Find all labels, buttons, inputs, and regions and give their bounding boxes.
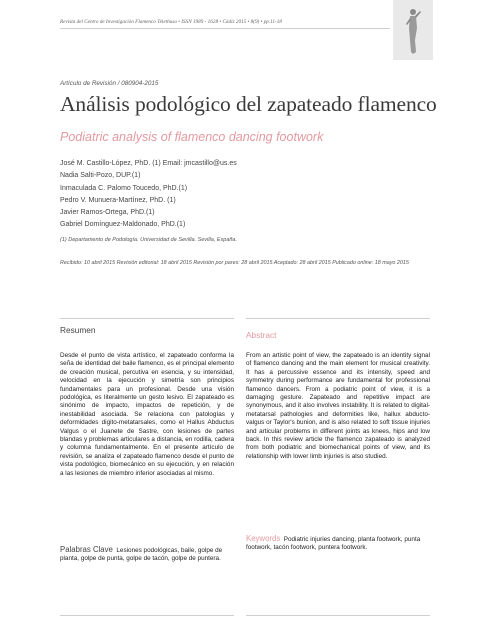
- abstract-body: From an artistic point of view, the zapateado is an identity signal of flamenco dancing and the main element for musical creativity. It has a percussive essence and its intensity, speed and symmetry during performance are fundamental for professional flamenco dancers. From a podiatric point of view, it is a damaging gesture. Zapateado and repetitive impact are synonymous, and it also involves instability. It is related to digital-metatarsal pathologies and deformities like, hallux abducto-valgus or Taylor's bunion, and is also related to soft tissue injuries and articular problems in different joints as knees, hips and low back. In this review article the flamenco zapateado is analyzed from both podiatric and biomechanical points of view, and its relationship with lower limb injuries is also studied.: [246, 352, 430, 460]
- article-type-label: Artículo de Revisión / 080904-2015: [60, 80, 159, 87]
- affiliation: (1) Departamento de Podología. Universidad de Sevilla. Sevilla, España.: [60, 237, 238, 243]
- journal-header: Revista del Centro de Investigación Flamenco Telethusa • ISSN 1989 - 1628 • Cádiz 2015 • 8(9) • pp.11-18: [60, 19, 282, 25]
- keywords-es-label: Palabras Clave: [60, 545, 113, 554]
- author-name: Gabriel Domínguez-Maldonado, PhD.(1): [60, 221, 186, 229]
- keywords-en: [246, 535, 430, 553]
- section-rule: [60, 318, 234, 319]
- article-subtitle: Podiatric analysis of flamenco dancing footwork: [60, 130, 324, 144]
- article-title: Análisis podológico del zapateado flamenco: [60, 92, 437, 116]
- author-name: Javier Ramos-Ortega, PhD.(1): [60, 209, 155, 217]
- journal-logo: [393, 0, 433, 60]
- author-name: Inmaculada C. Palomo Toucedo, PhD.(1): [60, 184, 188, 192]
- resumen-body: Desde el punto de vista artístico, el zapateado conforma la seña de identidad del baile flamenco, es el principal elemento de creación musical, percutiva en esencia, y su intensidad, velocidad en la ejecución y simetría son principios fundamentales para un profesional. Desde una visión podológica, es literalmente un gesto lesivo. El zapateado es sinónimo de impacto, impactos de repetición, y de inestabilidad asociada. Se relaciona con patologías y deformidades digito-metatarsales, como el Hallus Abductus Valgus o el Juanete de Sastre, con lesiones de partes blandas y problemas articulares a distancia, en rodilla, cadera y columna fundamentalmente. En el presente artículo de revisión, se analiza el zapateado flamenco desde el punto de vista podológico, biomecánico en su ejecución, y en relación a las lesiones de miembro inferior asociadas al mismo.: [60, 352, 234, 477]
- resumen-heading: Resumen: [60, 325, 96, 335]
- author-list: [60, 158, 237, 232]
- publication-dates: Recibido: 10 abril 2015 Revisión editorial: 18 abril 2015 Revisión por pares: 28 abril 2015 Aceptado: 28 abril 2015 Publicado online: 18 mayo 2015: [60, 260, 409, 266]
- dancer-statue-icon: [403, 6, 423, 56]
- section-rule: [246, 318, 430, 319]
- keywords-en-text: Podiatric injuries dancing, planta footwork, punta footwork, tacón footwork, puntera footwork.: [246, 536, 421, 552]
- keywords-es-text: Lesiones podológicas, baile, golpe de planta, golpe de punta, golpe de tacón, golpe de puntera.: [60, 547, 223, 563]
- author-name: Nadia Salti-Pozo, DUP.(1): [60, 172, 141, 180]
- author-name: José M. Castillo-López, PhD. (1) Email: jmcastillo@us.es: [60, 160, 237, 167]
- footer-rule: [60, 615, 234, 616]
- keywords-en-label: Keywords: [246, 534, 281, 543]
- keywords-es: [60, 546, 234, 564]
- footer-rule: [246, 615, 430, 616]
- header-rule: [60, 28, 390, 29]
- abstract-heading: Abstract: [246, 330, 277, 340]
- author-name: Pedro V. Munuera-Martínez, PhD. (1): [60, 196, 176, 204]
